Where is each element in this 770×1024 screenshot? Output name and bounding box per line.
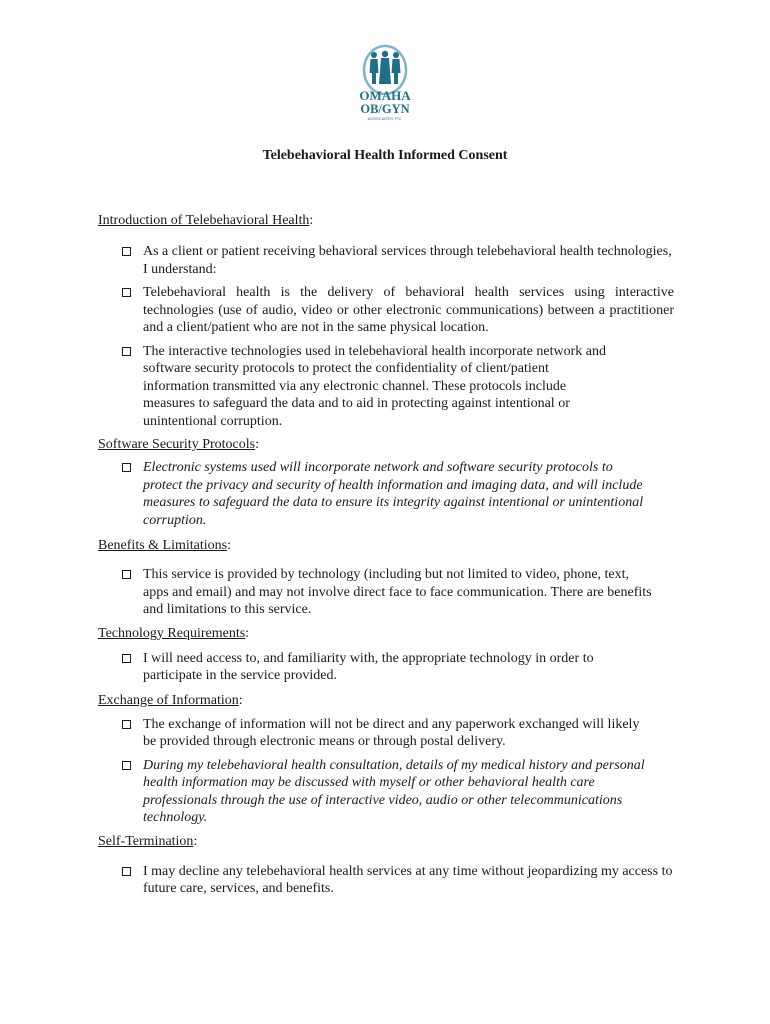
- item-text: I will need access to, and familiarity with, the appropriate technology in order to participate in the service provided.: [143, 650, 594, 683]
- item-text: Electronic systems used will incorporate network and software security protocols to protect the privacy and security of health information and imaging data, and will include measures to safeguard the data to ensure its integrity against intentional or unintentional corruption.: [143, 460, 644, 528]
- section-items: [98, 863, 674, 898]
- section-heading-text: Introduction of Telebehavioral Health: [98, 213, 310, 228]
- item-text: The interactive technologies used in telebehavioral health incorporate network and software security protocols to protect the confidentiality of client/patient information transmitted via any electronic channel. These protocols include measures to safeguard the data and to aid in protecting against intentional or unintentional corruption.: [143, 343, 606, 429]
- list-item: [122, 343, 674, 431]
- section-heading: Self-Termination:: [98, 833, 198, 849]
- logo-line3: ASSOCIATES, P.C.: [367, 116, 403, 121]
- item-text: As a client or patient receiving behavioral services through telebehavioral health technologies, I understand:: [143, 244, 672, 277]
- checkbox[interactable]: [122, 288, 131, 297]
- list-item: [122, 716, 674, 751]
- checkbox[interactable]: [122, 761, 131, 770]
- item-text: The exchange of information will not be direct and any paperwork exchanged will likely be provided through electronic means or through postal delivery.: [143, 716, 640, 749]
- checkbox[interactable]: [122, 463, 131, 472]
- checkbox[interactable]: [122, 867, 131, 876]
- section-items: [98, 243, 674, 430]
- checkbox[interactable]: [122, 247, 131, 256]
- section-items: [98, 459, 674, 529]
- item-text: Telebehavioral health is the delivery of behavioral health services using interactive technologies (use of audio, video or other electronic communications) between a practitioner and a client/patient who are not in the same physical location.: [143, 285, 674, 335]
- checkbox[interactable]: [122, 720, 131, 729]
- list-item: [122, 650, 674, 685]
- section-items: [98, 716, 674, 827]
- item-text: This service is provided by technology (including but not limited to video, phone, text, apps and email) and may not involve direct face to face communication. There are benefits and limitations to this service.: [143, 567, 652, 617]
- section-heading-text: Exchange of Information: [98, 692, 239, 708]
- list-item: [122, 757, 674, 827]
- section-heading: Introduction of Telebehavioral Health:: [98, 213, 314, 228]
- checkbox[interactable]: [122, 347, 131, 356]
- document-title: Telebehavioral Health Informed Consent: [262, 148, 508, 163]
- list-item: [122, 566, 674, 619]
- item-text: During my telebehavioral health consultation, details of my medical history and personal health information may be discussed with myself or other behavioral health care professionals through the use of interactive video, audio or other telecommunications technology.: [143, 757, 645, 825]
- list-item: [122, 284, 674, 337]
- consent-body: [98, 212, 674, 898]
- section-items: [98, 566, 674, 619]
- item-text: I may decline any telebehavioral health services at any time without jeopardizing my access to future care, services, and benefits.: [143, 863, 673, 896]
- omaha-obgyn-logo: [352, 44, 418, 122]
- section-heading: Technology Requirements:: [98, 625, 250, 641]
- section-items: [98, 650, 674, 685]
- logo-line1: OMAHA: [359, 88, 411, 103]
- section-heading-text: Benefits & Limitations: [98, 538, 228, 553]
- section-heading: Benefits & Limitations:: [98, 538, 231, 553]
- checkbox[interactable]: [122, 654, 131, 663]
- section-heading: Exchange of Information:: [98, 692, 243, 708]
- logo-line2: OB/GYN: [360, 102, 410, 116]
- list-item: [122, 243, 674, 278]
- checkbox[interactable]: [122, 570, 131, 579]
- list-item: [122, 459, 674, 529]
- section-heading-text: Technology Requirements: [98, 625, 246, 641]
- list-item: [122, 863, 674, 898]
- logo-graphic: [352, 44, 418, 122]
- section-heading-text: Software Security Protocols: [98, 437, 256, 452]
- logo-figures-icon: [370, 51, 401, 84]
- section-heading-text: Self-Termination: [98, 833, 194, 849]
- section-heading: Software Security Protocols:: [98, 437, 259, 452]
